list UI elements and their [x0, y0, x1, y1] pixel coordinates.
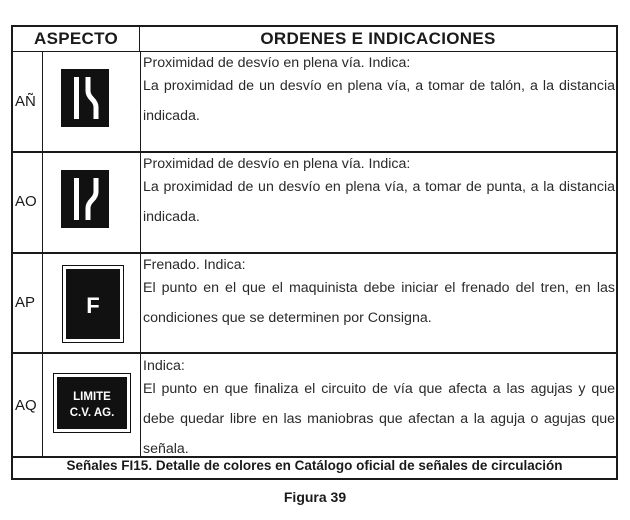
- sign-letter: F: [86, 293, 100, 318]
- row-title: Proximidad de desvío en plena vía. Indica:: [143, 156, 411, 172]
- column-divider-sign: [140, 52, 141, 457]
- row-code-ap: AP: [15, 294, 36, 311]
- figure-caption: Figura 39: [283, 489, 347, 505]
- column-divider-code: [42, 52, 43, 457]
- sign-line-1: LIMITE: [73, 391, 111, 403]
- row-text: La proximidad de un desvío en plena vía, a tomar de punta, a la distancia indicada.: [143, 179, 615, 225]
- limit-cv-sign: [53, 373, 131, 438]
- row-title: Proximidad de desvío en plena vía. Indica:: [143, 55, 411, 71]
- row-divider: [13, 151, 616, 153]
- header-aspect: ASPECTO: [13, 27, 140, 52]
- row-description-aq: [143, 356, 615, 464]
- letter-f-sign: [62, 265, 124, 348]
- row-text: La proximidad de un desvío en plena vía, a tomar de talón, a la distancia indicada.: [143, 78, 615, 124]
- row-code-aq: AQ: [15, 397, 37, 414]
- row-code-ao: AO: [15, 193, 37, 210]
- row-divider: [13, 252, 616, 254]
- header-orders: ORDENES E INDICACIONES: [140, 27, 616, 52]
- signals-table: [11, 25, 618, 480]
- diverging-trailing-icon: [61, 69, 109, 132]
- diverging-facing-icon: [61, 170, 109, 233]
- row-divider: [13, 352, 616, 354]
- row-title: Frenado. Indica:: [143, 257, 246, 273]
- row-text: El punto en el que el maquinista debe iniciar el frenado del tren, en las condiciones que se determinen por Consigna.: [143, 280, 615, 326]
- sign-line-2: C.V. AG.: [69, 407, 115, 419]
- row-title: Indica:: [143, 358, 185, 374]
- row-description-ap: [143, 255, 615, 333]
- table-footer: Señales FI15. Detalle de colores en Catálogo oficial de señales de circulación: [66, 458, 563, 473]
- row-text: El punto en que finaliza el circuito de vía que afecta a las agujas y que debe quedar libre en las maniobras que afectan a la aguja o agujas que señala.: [143, 381, 615, 457]
- row-code-an: AÑ: [15, 93, 36, 110]
- row-description-ao: [143, 154, 615, 232]
- row-description-an: [143, 53, 615, 131]
